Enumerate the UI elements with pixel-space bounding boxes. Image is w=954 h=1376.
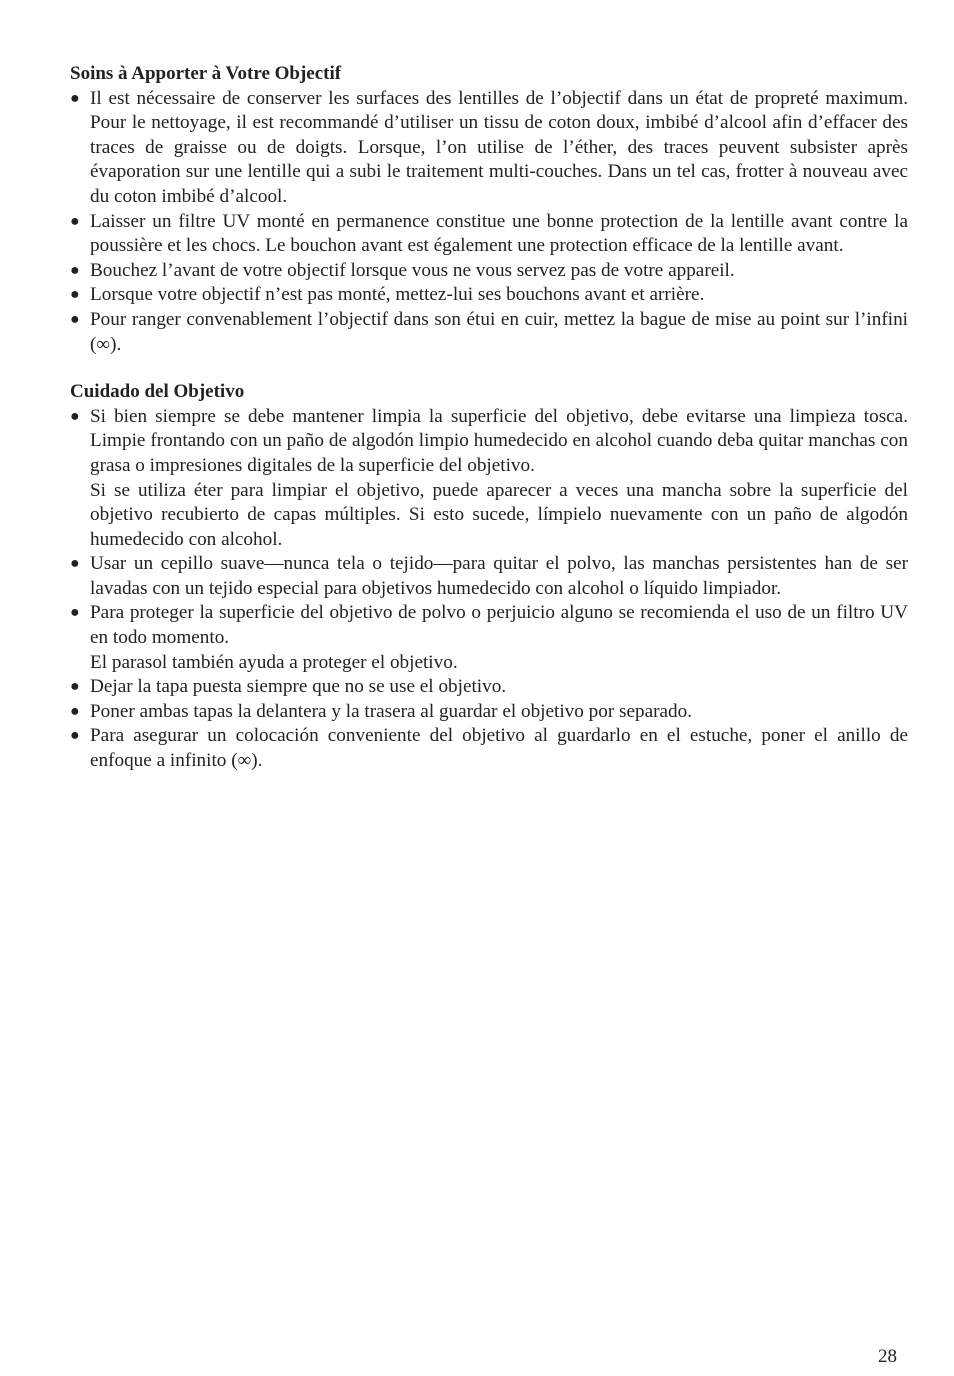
list-item: [70, 405, 908, 553]
item-text: Para asegurar un colocación conveniente del objetivo al guardarlo en el estuche, poner el anillo de enfoque a infinito (∞).: [90, 725, 908, 772]
item-text: Para proteger la superficie del objetivo de polvo o perjuicio alguno se recomienda el uso de un filtro UV en todo momento.: [90, 602, 908, 649]
item-text: Bouchez l’avant de votre objectif lorsque vous ne vous servez pas de votre appareil.: [90, 259, 735, 281]
list-item: [70, 724, 908, 773]
list-item: [70, 283, 908, 308]
item-text: Si bien siempre se debe mantener limpia la superficie del objetivo, debe evitarse una limpieza tosca. Limpie frontando con un paño de algodón limpio humedecido en alcohol cuando deba quitar manchas con grasa o impresiones digitales de la superficie del objetivo.: [90, 405, 908, 476]
section-heading: Cuidado del Objetivo: [70, 381, 245, 403]
item-text: Il est nécessaire de conserver les surfaces des lentilles de l’objectif dans un état de propreté maximum. Pour le nettoyage, il est recommandé d’utiliser un tissu de coton doux, imbibé d’alcool afin d’effacer des traces de graisse ou de doigts. Lorsque, l’on utilise de l’éther, des traces peuvent subsister après évaporation sur une lentille qui a subi le traitement multi-couches. Dans un tel cas, frotter à nouveau avec du coton imbibé d’alcool.: [90, 87, 908, 207]
bullet-icon: ●: [70, 261, 80, 279]
item-text: Pour ranger convenablement l’objectif dans son étui en cuir, mettez la bague de mise au point sur l’infini (∞).: [90, 308, 908, 355]
item-text: Si se utiliza éter para limpiar el objetivo, puede aparecer a veces una mancha sobre la superficie del objetivo recubierto de capas múltiples. Si esto sucede, límpielo nuevamente con un paño de algodón humedecido con alcohol.: [90, 479, 908, 550]
item-text: El parasol también ayuda a proteger el objetivo.: [90, 651, 458, 673]
bullet-icon: ●: [70, 286, 80, 304]
section-heading: Soins à Apporter à Votre Objectif: [70, 63, 342, 84]
bullet-icon: ●: [70, 310, 80, 328]
list-item: [70, 700, 908, 725]
bullet-icon: ●: [70, 604, 80, 622]
bullet-icon: ●: [70, 727, 80, 745]
list-item: [70, 210, 908, 259]
bullet-icon: ●: [70, 702, 80, 720]
bullet-icon: ●: [70, 407, 80, 425]
list-item: [70, 601, 908, 675]
list-item: [70, 87, 908, 210]
list-item: [70, 675, 908, 700]
item-text: Lorsque votre objectif n’est pas monté, mettez-lui ses bouchons avant et arrière.: [90, 284, 705, 306]
item-text: Dejar la tapa puesta siempre que no se use el objetivo.: [90, 676, 507, 698]
bullet-list: [70, 87, 908, 358]
bullet-icon: ●: [70, 678, 80, 696]
list-item: [70, 552, 908, 601]
bullet-icon: ●: [70, 555, 80, 573]
section-spanish-lens-care: [70, 380, 908, 774]
item-text: Usar un cepillo suave—nunca tela o tejido—para quitar el polvo, las manchas persistentes han de ser lavadas con un tejido especial para objetivos humedecido con alcohol o líquido limpiador.: [90, 553, 908, 599]
bullet-icon: ●: [70, 89, 80, 107]
item-text: Laisser un filtre UV monté en permanence constitue une bonne protection de la lentille avant contre la poussière et les chocs. Le bouchon avant est également une protection efficace de la lentille avant.: [90, 210, 908, 257]
bullet-icon: ●: [70, 212, 80, 230]
item-text: Poner ambas tapas la delantera y la trasera al guardar el objetivo por separado.: [90, 700, 693, 722]
document-page: [70, 62, 908, 774]
list-item: [70, 259, 908, 284]
list-item: [70, 308, 908, 357]
bullet-list: [70, 405, 908, 774]
section-french-lens-care: [70, 62, 908, 357]
page-number: 28: [878, 1346, 897, 1367]
